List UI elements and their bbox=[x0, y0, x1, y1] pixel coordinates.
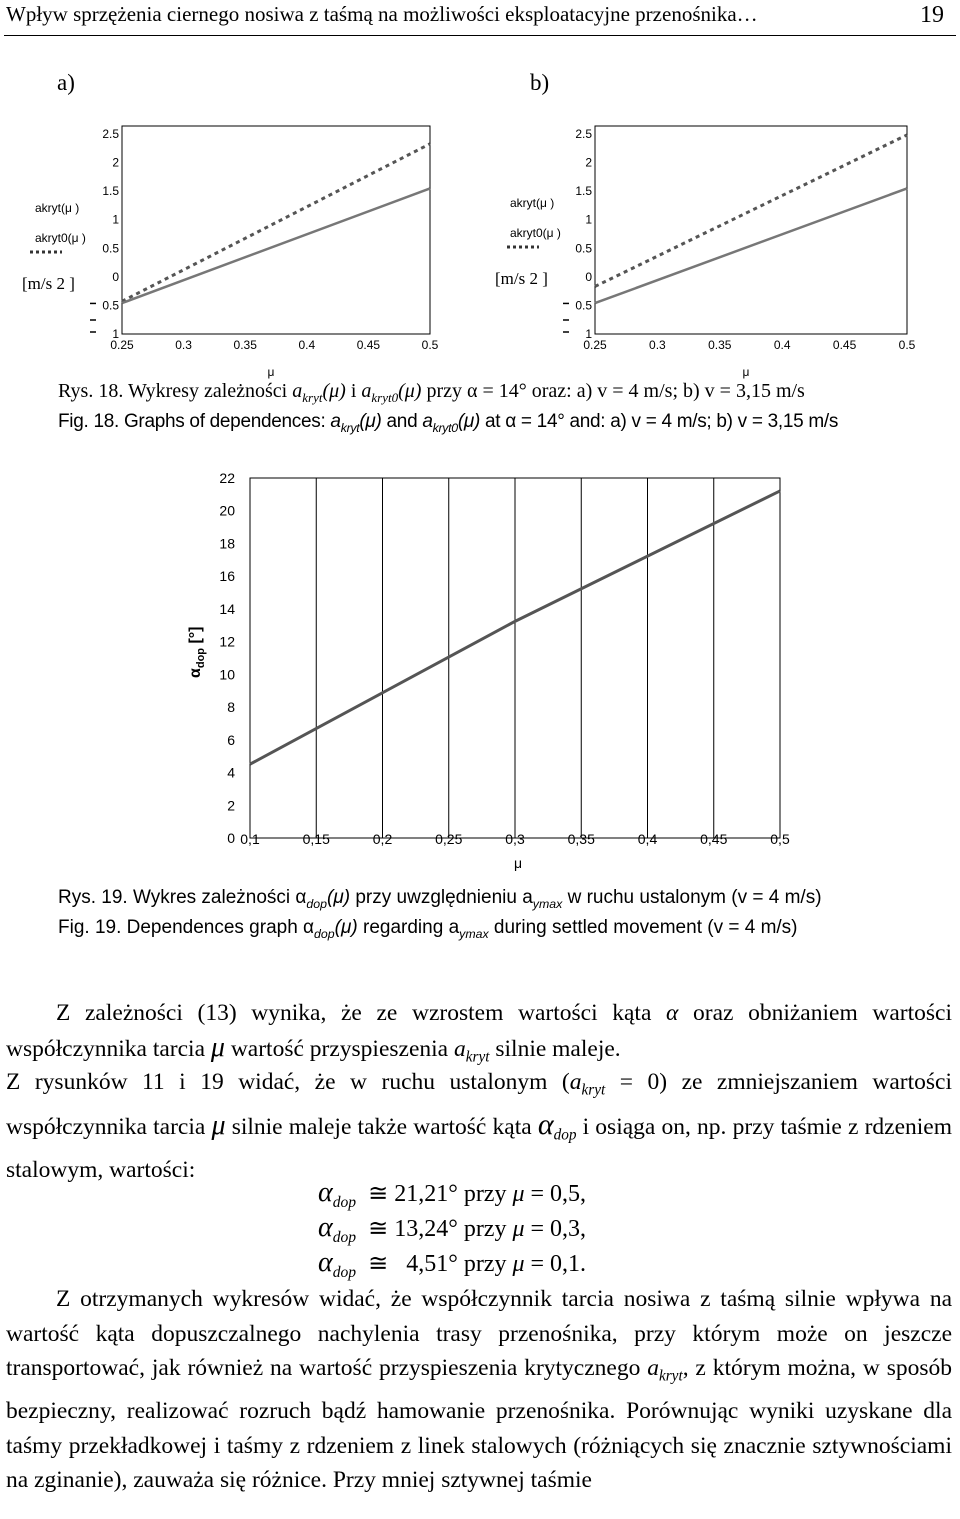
y-tick-label: 0 bbox=[585, 269, 592, 284]
x-axis-label: μ bbox=[742, 365, 750, 379]
fig18b-chart bbox=[470, 110, 950, 380]
formula-row-2: $\alpha_{dop}$ ≅ 13,24° przy μ = 0,3, bbox=[318, 1212, 587, 1246]
y-tick-label: 2.5 bbox=[575, 127, 592, 141]
unit-label: [m/s 2 ] bbox=[495, 269, 548, 288]
y-tick-label: 2 bbox=[585, 155, 592, 170]
y-tick-label: 20 bbox=[219, 502, 235, 519]
series-line-1 bbox=[122, 144, 430, 301]
x-tick-label: 0.5 bbox=[421, 338, 439, 352]
x-tick-label: 0,15 bbox=[302, 831, 330, 847]
body-paragraph-2: Z rysunków 11 i 19 widać, że w ruchu ustalonym $(a_{kryt} = 0)$ ze zmniejszaniem wartości współczynnika tarcia μ silnie maleje także wartość kąta $\alpha_{dop}$ i osiąga on, np. przy taśmie z rdzeniem stalowym, wartości: bbox=[6, 1069, 952, 1184]
y-tick-label: 22 bbox=[219, 470, 235, 486]
body-paragraph-1: Z zależności (13) wynika, że ze wzrostem wartości kąta α oraz obniżaniem wartości współczynnika tarcia μ wartość przyspieszenia $a_{kryt}$ silnie maleje. bbox=[6, 1000, 952, 1066]
y-tick-label: 2.5 bbox=[102, 127, 119, 141]
page-number: 19 bbox=[920, 2, 944, 28]
x-tick-label: 0.4 bbox=[773, 338, 791, 352]
y-tick-label: 8 bbox=[227, 699, 235, 716]
y-tick-label: 6 bbox=[227, 731, 235, 748]
series-line-2 bbox=[595, 188, 907, 303]
y-axis-label: $\alpha_{dop}$ [°] bbox=[187, 626, 207, 678]
plot-frame bbox=[595, 126, 907, 334]
y-tick-label: 2 bbox=[227, 797, 235, 814]
fig18b-svg bbox=[470, 110, 950, 380]
x-tick-label: 0,45 bbox=[700, 831, 728, 847]
y-tick-label: 18 bbox=[219, 535, 235, 552]
y-tick-label: 10 bbox=[219, 666, 235, 683]
y-tick-label: 0 bbox=[112, 269, 119, 284]
formula-row-1: $\alpha_{dop}$ ≅ 21,21° przy μ = 0,5, bbox=[318, 1177, 587, 1211]
y-tick-label: 14 bbox=[219, 600, 235, 617]
y-tick-label: 0.5 bbox=[102, 241, 119, 256]
y-tick-label: 1.5 bbox=[575, 184, 592, 199]
x-tick-label: 0.3 bbox=[649, 338, 666, 352]
x-tick-label: 0.25 bbox=[583, 338, 607, 352]
y-tick-label: 1 bbox=[585, 327, 592, 341]
y-tick-label: 1 bbox=[585, 212, 592, 227]
x-tick-label: 0,35 bbox=[567, 831, 595, 847]
legend-label-2: akryt0(μ ) bbox=[35, 231, 86, 245]
fig18-caption-pl: Rys. 18. Wykresy zależności $a_{kryt}(\mu)$ i $a_{kryt0}(\mu)$ przy α = 14° oraz: a) v = 4 m/s; b) v = 3,15 m/s bbox=[58, 380, 805, 405]
y-tick-label: 0.5 bbox=[575, 241, 592, 256]
x-tick-label: 0.35 bbox=[708, 338, 732, 352]
legend-label-2: akryt0(μ ) bbox=[510, 226, 561, 240]
fig18a-chart bbox=[0, 110, 470, 380]
panel-label-b: b) bbox=[530, 70, 550, 95]
fig19-svg bbox=[180, 462, 790, 880]
plot-frame bbox=[122, 126, 430, 334]
x-tick-label: 0.45 bbox=[356, 338, 381, 352]
y-tick-label: 16 bbox=[219, 568, 235, 585]
formula-row-3: $\alpha_{dop}$ ≅ 4,51° przy μ = 0,1. bbox=[318, 1247, 587, 1281]
body-paragraph-3: Z otrzymanych wykresów widać, że współczynnik tarcia nosiwa z taśmą silnie wpływa na wartość kąta dopuszczalnego nachylenia trasy przenośnika, przy którym może on jeszcze transportować, jak również na wartość przyspieszenia krytycznego $a_{kryt}$, z którym można, w sposób bezpieczny, realizować rozruch bądź hamowanie przenośnika. Porównując wyniki uzyskane dla taśmy przekładkowej i taśmy z rdzeniem z linek stalowych (różniących się znacznie sztywnościami na zginanie), zauważa się różnice. Przy mniej sztywnej taśmie bbox=[6, 1286, 952, 1494]
fig19-chart bbox=[180, 462, 790, 880]
y-tick-label: 12 bbox=[219, 633, 235, 650]
y-tick-label: 2 bbox=[112, 155, 119, 170]
y-tick-label: 4 bbox=[227, 764, 235, 781]
legend-label-1: akryt(μ ) bbox=[35, 201, 80, 215]
y-tick-label: 1 bbox=[112, 327, 119, 341]
fig19-caption-pl: Rys. 19. Wykres zależności $\alpha_{dop}(\mu)$ przy uwzględnieniu $a_{ymax}$ w ruchu ustalonym (v = 4 m/s) bbox=[58, 887, 822, 911]
x-tick-label: 0,1 bbox=[240, 831, 260, 847]
panel-label-a: a) bbox=[57, 70, 75, 95]
x-tick-label: 0,25 bbox=[435, 831, 463, 847]
legend-label-1: akryt(μ ) bbox=[510, 196, 555, 210]
x-tick-label: 0,2 bbox=[372, 831, 393, 847]
y-tick-label: 1 bbox=[112, 212, 119, 227]
y-tick-label: 0.5 bbox=[102, 298, 119, 313]
x-tick-label: 0.3 bbox=[175, 338, 192, 352]
x-tick-label: 0.45 bbox=[832, 338, 857, 352]
fig18a-svg bbox=[0, 110, 470, 380]
fig19-caption-en: Fig. 19. Dependences graph $\alpha_{dop}(\mu)$ regarding $a_{ymax}$ during settled movement (v = 4 m/s) bbox=[58, 917, 798, 941]
fig18-caption-en: Fig. 18. Graphs of dependences: $a_{kryt}(\mu)$ and $a_{kryt0}(\mu)$ at α = 14° and: a) v = 4 m/s; b) v = 3,15 m/s bbox=[58, 411, 839, 435]
x-tick-label: 0,3 bbox=[505, 831, 525, 847]
x-tick-label: 0.5 bbox=[898, 338, 916, 352]
running-header-title: Wpływ sprzężenia ciernego nosiwa z taśmą na możliwości eksploatacyjne przenośnika… bbox=[6, 2, 758, 26]
x-tick-label: 0.4 bbox=[298, 338, 316, 352]
header-rule bbox=[4, 35, 956, 36]
x-axis-label: μ bbox=[513, 855, 523, 871]
y-tick-label: 1.5 bbox=[102, 184, 119, 199]
x-tick-label: 0,4 bbox=[637, 831, 658, 847]
unit-label: [m/s 2 ] bbox=[22, 274, 75, 293]
y-tick-label: 0 bbox=[227, 830, 235, 846]
x-tick-label: 0.25 bbox=[110, 338, 134, 352]
x-tick-label: 0,5 bbox=[770, 831, 790, 847]
series-line-1 bbox=[595, 135, 907, 287]
x-axis-label: μ bbox=[267, 365, 275, 379]
series-line-2 bbox=[122, 188, 430, 303]
x-tick-label: 0.35 bbox=[233, 338, 257, 352]
y-tick-label: 0.5 bbox=[575, 298, 592, 313]
